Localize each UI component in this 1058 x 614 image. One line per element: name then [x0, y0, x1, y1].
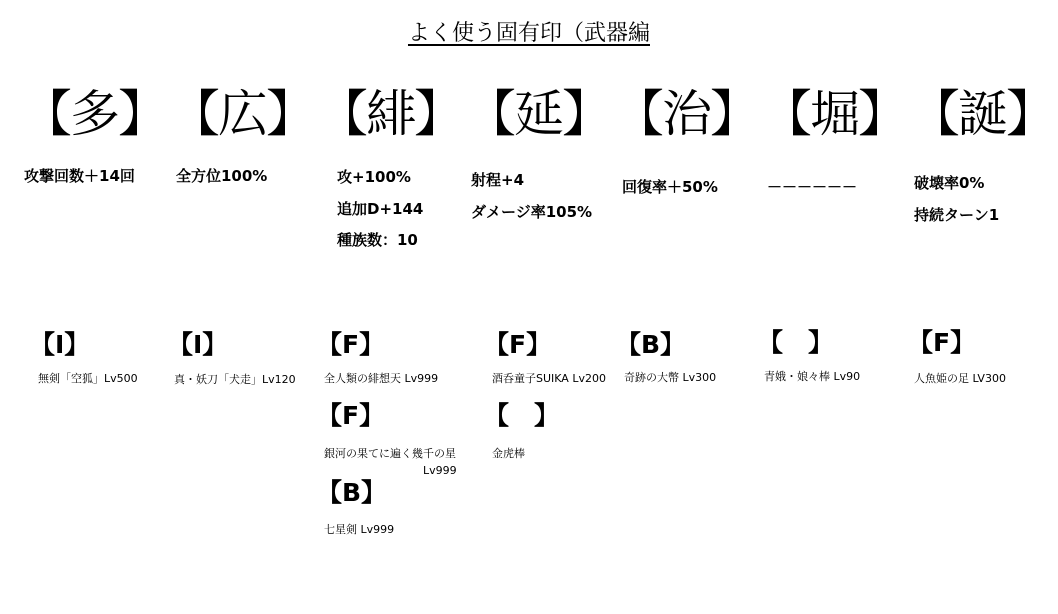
- weapon-name: 銀河の果てに遍く幾千の星: [324, 447, 456, 460]
- weapon-name: 全人類の緋想天 Lv999: [324, 372, 439, 385]
- weapon-grade: 【I】: [168, 330, 228, 359]
- seal-effect: 攻+100%: [337, 168, 411, 186]
- seal-effect: －－－－－－: [767, 178, 858, 196]
- weapon-level: Lv999: [423, 464, 457, 477]
- seal-effect: 追加D+144: [337, 200, 424, 218]
- seal-effect: 回復率＋50%: [622, 178, 718, 196]
- seal-kanji-multi: 【多】: [22, 85, 166, 143]
- seal-kanji-wide: 【広】: [170, 85, 314, 143]
- weapon-name: 人魚姫の足 LV300: [914, 372, 1006, 385]
- seal-effect: 破壊率0%: [914, 174, 985, 192]
- weapon-grade: 【F】: [484, 330, 552, 359]
- weapon-name: 青娥・娘々棒 Lv90: [764, 370, 861, 383]
- page-title-text: よく使う固有印（武器編: [407, 21, 650, 46]
- weapon-name: 七星剣 Lv999: [324, 523, 395, 536]
- weapon-grade: 【I】: [30, 330, 90, 359]
- seal-effect: 射程+4: [471, 171, 525, 189]
- weapon-name: 無剣「空狐」Lv500: [38, 372, 138, 385]
- page-title: [0, 16, 1058, 47]
- seal-kanji-moat: 【堀】: [762, 85, 906, 143]
- seal-kanji-extend: 【延】: [466, 85, 610, 143]
- seal-effect: 全方位100%: [176, 167, 268, 185]
- seal-effect: 種族数：10: [337, 231, 418, 249]
- weapon-grade: 【 】: [758, 328, 834, 357]
- seal-effect: ダメージ率105%: [471, 203, 593, 221]
- seal-kanji-heal: 【治】: [614, 85, 758, 143]
- seal-effect: 持続ターン1: [914, 206, 1000, 224]
- weapon-grade: 【B】: [616, 330, 686, 359]
- weapon-name: 金虎棒: [492, 447, 525, 460]
- weapon-grade: 【 】: [484, 401, 560, 430]
- weapon-name: 真・妖刀「犬走」Lv120: [174, 373, 296, 386]
- weapon-grade: 【F】: [317, 330, 385, 359]
- seal-kanji-scarlet: 【緋】: [318, 85, 462, 143]
- seal-kanji-birth: 【誕】: [910, 85, 1054, 143]
- weapon-grade: 【B】: [317, 478, 387, 507]
- seal-effect: 攻撃回数＋14回: [24, 167, 135, 185]
- weapon-grade: 【F】: [317, 401, 385, 430]
- weapon-name: 奇跡の大幣 Lv300: [624, 371, 717, 384]
- weapon-grade: 【F】: [908, 328, 976, 357]
- weapon-name: 酒呑童子SUIKA Lv200: [492, 372, 606, 385]
